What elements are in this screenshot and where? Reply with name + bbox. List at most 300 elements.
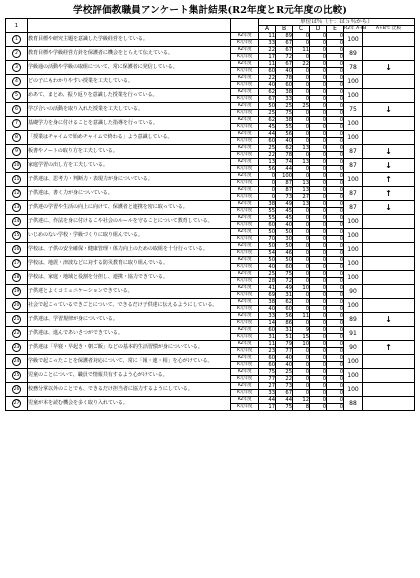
value-r2-a: 22 — [259, 75, 276, 82]
value-r1-b: 40 — [276, 362, 293, 369]
value-r1-d: 0 — [310, 250, 327, 257]
question-text: 子供達に、作法を身に付けるこや社会のルールを守ることについて教育している。 — [28, 215, 231, 229]
value-r1-e: 0 — [327, 236, 344, 243]
value-r2-a: 75 — [259, 369, 276, 376]
value-r1-a: 54 — [259, 250, 276, 257]
value-r1-e: 0 — [327, 166, 344, 173]
table-row — [6, 131, 415, 138]
value-r2-d: 0 — [310, 271, 327, 278]
value-r2-c: 13 — [293, 187, 310, 194]
header-question-blank — [28, 19, 231, 33]
value-r2-c: 0 — [293, 369, 310, 376]
value-r1-b: 44 — [276, 166, 293, 173]
question-number — [6, 383, 28, 397]
value-r2-b: 25 — [276, 369, 293, 376]
question-number-badge: 5 — [12, 91, 21, 100]
value-r2-b: 40 — [276, 355, 293, 362]
value-r2-a: 62 — [259, 117, 276, 124]
value-r1-d: 0 — [310, 194, 327, 201]
year-label-r2: R2年度 — [231, 327, 259, 334]
question-number-badge: 27 — [13, 401, 20, 406]
year-label-r1: R元年度 — [231, 292, 259, 299]
year-label-r1: R元年度 — [231, 110, 259, 117]
value-r2-d: 0 — [310, 47, 327, 54]
value-r1-a: 40 — [259, 82, 276, 89]
value-r1-c: 0 — [293, 68, 310, 75]
question-number — [6, 369, 28, 383]
table-row — [6, 61, 415, 68]
question-number-badge: 2 — [12, 49, 21, 58]
value-r1-c: 0 — [293, 264, 310, 271]
question-number — [6, 61, 28, 75]
r2-sum-value: 89 — [344, 313, 363, 327]
value-r1-a: 31 — [259, 334, 276, 341]
question-text: めあて、まとめ、振り返りを意識した授業を行っている。 — [28, 89, 231, 103]
value-r1-e: 0 — [327, 194, 344, 201]
value-r2-e: 0 — [327, 33, 344, 40]
value-r2-e: 0 — [327, 299, 344, 306]
value-r2-d: 0 — [310, 243, 327, 250]
year-label-r1: R元年度 — [231, 68, 259, 75]
r2-sum-value: 75 — [344, 103, 363, 117]
value-r2-b: 73 — [276, 383, 293, 390]
value-r2-d: 0 — [310, 215, 327, 222]
year-label-r1: R元年度 — [231, 348, 259, 355]
r2-sum-value: 90 — [344, 341, 363, 355]
value-r2-d: 0 — [310, 397, 327, 404]
value-r1-b: 86 — [276, 320, 293, 327]
compare-arrow — [363, 271, 415, 285]
value-r2-a: 44 — [259, 397, 276, 404]
value-r2-c: 9 — [293, 327, 310, 334]
question-number-badge: 9 — [12, 147, 21, 156]
value-r1-e: 0 — [327, 54, 344, 61]
compare-arrow — [363, 117, 415, 131]
value-r1-b: 72 — [276, 278, 293, 285]
value-r1-b: 60 — [276, 82, 293, 89]
year-label-r2: R2年度 — [231, 243, 259, 250]
value-r1-b: 60 — [276, 264, 293, 271]
value-r1-e: 0 — [327, 222, 344, 229]
question-number-badge: 6 — [12, 105, 21, 114]
value-r2-b: 79 — [276, 341, 293, 348]
value-r2-b: 67 — [276, 61, 293, 68]
value-r2-b: 50 — [276, 257, 293, 264]
value-r1-b: 55 — [276, 124, 293, 131]
value-r2-c: 0 — [293, 383, 310, 390]
value-r1-b: 46 — [276, 250, 293, 257]
value-r2-d: 0 — [310, 61, 327, 68]
r2-sum-value: 100 — [344, 355, 363, 369]
r2-sum-value: 100 — [344, 131, 363, 145]
results-table — [5, 18, 415, 411]
value-r2-e: 0 — [327, 355, 344, 362]
value-r2-e: 0 — [327, 89, 344, 96]
year-label-r2: R2年度 — [231, 397, 259, 404]
question-number-badge: 4 — [12, 77, 21, 86]
value-r1-c: 0 — [293, 124, 310, 131]
value-r2-e: 0 — [327, 257, 344, 264]
value-r1-a: 33 — [259, 40, 276, 47]
value-r1-e: 0 — [327, 82, 344, 89]
value-r1-e: 0 — [327, 292, 344, 299]
value-r1-b: 22 — [276, 376, 293, 383]
value-r2-d: 0 — [310, 103, 327, 110]
value-r1-e: 0 — [327, 250, 344, 257]
header-col-compare: A+Bで 比較 — [363, 26, 415, 33]
year-label-r2: R2年度 — [231, 341, 259, 348]
question-text: 学級通の活動や学級の取組について、常に保護者に発信している。 — [28, 61, 231, 75]
table-row — [6, 341, 415, 348]
question-number — [6, 285, 28, 299]
value-r1-c: 15 — [293, 334, 310, 341]
value-r1-d: 0 — [310, 82, 327, 89]
question-number — [6, 103, 28, 117]
value-r2-a: 50 — [259, 103, 276, 110]
value-r1-d: 0 — [310, 152, 327, 159]
value-r1-c: 0 — [293, 390, 310, 397]
question-text: 校務分掌以外のことでも、できるだけ担当者に協力するようにしている。 — [28, 383, 231, 397]
value-r1-e: 0 — [327, 124, 344, 131]
value-r2-b: 49 — [276, 285, 293, 292]
question-text: 学校は、地震・津波などに対する防災教育に取り組んでいる。 — [28, 257, 231, 271]
value-r2-b: 74 — [276, 159, 293, 166]
value-r1-d: 0 — [310, 236, 327, 243]
year-label-r1: R元年度 — [231, 138, 259, 145]
value-r1-e: 0 — [327, 110, 344, 117]
value-r1-c: 0 — [293, 54, 310, 61]
value-r1-b: 45 — [276, 208, 293, 215]
question-number-badge: 21 — [13, 317, 20, 322]
value-r2-d: 0 — [310, 355, 327, 362]
value-r2-e: 0 — [327, 61, 344, 68]
value-r2-b: 89 — [276, 33, 293, 40]
question-text: 子供達は、進んであいさつができている。 — [28, 327, 231, 341]
value-r1-a: 33 — [259, 390, 276, 397]
compare-arrow — [363, 257, 415, 271]
table-row — [6, 47, 415, 54]
table-row — [6, 243, 415, 250]
year-label-r2: R2年度 — [231, 61, 259, 68]
year-label-r1: R元年度 — [231, 82, 259, 89]
value-r1-c: 0 — [293, 278, 310, 285]
r2-sum-value: 87 — [344, 187, 363, 201]
value-r1-d: 0 — [310, 124, 327, 131]
value-r1-b: 77 — [276, 348, 293, 355]
year-label-r2: R2年度 — [231, 313, 259, 320]
compare-arrow — [363, 369, 415, 383]
value-r2-c: 0 — [293, 131, 310, 138]
r2-sum-value: 78 — [344, 61, 363, 75]
compare-arrow: ↓ — [363, 61, 415, 75]
compare-arrow: ↓ — [363, 103, 415, 117]
value-r1-a: 25 — [259, 110, 276, 117]
value-r1-b: 75 — [276, 404, 293, 411]
value-r2-c: 0 — [293, 89, 310, 96]
value-r1-b: 40 — [276, 138, 293, 145]
year-label-r1: R元年度 — [231, 320, 259, 327]
value-r1-e: 0 — [327, 96, 344, 103]
value-r1-a: 17 — [259, 404, 276, 411]
value-r2-c: 0 — [293, 229, 310, 236]
value-r2-e: 0 — [327, 327, 344, 334]
value-r1-a: 67 — [259, 96, 276, 103]
year-label-r1: R元年度 — [231, 306, 259, 313]
value-r1-e: 0 — [327, 306, 344, 313]
year-label-r2: R2年度 — [231, 187, 259, 194]
table-row — [6, 271, 415, 278]
value-r2-d: 0 — [310, 33, 327, 40]
r2-sum-value: 100 — [344, 229, 363, 243]
value-r2-c: 13 — [293, 159, 310, 166]
value-r2-a: 11 — [259, 341, 276, 348]
value-r1-a: 0 — [259, 194, 276, 201]
compare-arrow: ↑ — [363, 173, 415, 187]
table-row — [6, 103, 415, 110]
value-r2-e: 0 — [327, 75, 344, 82]
value-r1-e: 0 — [327, 208, 344, 215]
value-r2-a: 0 — [259, 187, 276, 194]
r2-sum-value: 100 — [344, 271, 363, 285]
value-r1-e: 0 — [327, 40, 344, 47]
value-r1-d: 0 — [310, 138, 327, 145]
value-r2-e: 0 — [327, 117, 344, 124]
r2-sum-value: 100 — [344, 299, 363, 313]
question-number — [6, 355, 28, 369]
value-r2-a: 60 — [259, 327, 276, 334]
value-r1-c: 0 — [293, 250, 310, 257]
year-label-r1: R元年度 — [231, 362, 259, 369]
table-row — [6, 215, 415, 222]
year-label-r1: R元年度 — [231, 264, 259, 271]
value-r2-b: 50 — [276, 229, 293, 236]
question-text: 子供達は、思考力・判断力・表現力が身についている。 — [28, 173, 231, 187]
value-r2-a: 13 — [259, 159, 276, 166]
value-r2-d: 0 — [310, 257, 327, 264]
value-r2-e: 0 — [327, 131, 344, 138]
year-label-r1: R元年度 — [231, 250, 259, 257]
header-col-c: C — [293, 26, 310, 33]
compare-arrow: ↑ — [363, 341, 415, 355]
value-r1-a: 22 — [259, 152, 276, 159]
value-r1-a: 60 — [259, 362, 276, 369]
header-year-blank — [231, 19, 259, 33]
value-r1-b: 51 — [276, 334, 293, 341]
value-r2-d: 0 — [310, 201, 327, 208]
question-text: どの子にもわかりやすい授業を工夫している。 — [28, 75, 231, 89]
question-number-badge: 22 — [13, 331, 20, 336]
value-r1-d: 0 — [310, 166, 327, 173]
value-r2-b: 75 — [276, 271, 293, 278]
value-r2-b: 45 — [276, 215, 293, 222]
value-r1-b: 72 — [276, 54, 293, 61]
year-label-r1: R元年度 — [231, 166, 259, 173]
r2-sum-value: 88 — [344, 397, 363, 411]
value-r1-e: 0 — [327, 334, 344, 341]
value-r1-b: 40 — [276, 68, 293, 75]
question-number — [6, 327, 28, 341]
value-r2-c: 12 — [293, 397, 310, 404]
r2-sum-value: 91 — [344, 327, 363, 341]
year-label-r1: R元年度 — [231, 124, 259, 131]
year-label-r2: R2年度 — [231, 131, 259, 138]
value-r2-a: 50 — [259, 257, 276, 264]
question-number — [6, 117, 28, 131]
value-r2-c: 0 — [293, 215, 310, 222]
value-r1-d: 0 — [310, 376, 327, 383]
value-r2-a: 27 — [259, 383, 276, 390]
value-r1-e: 0 — [327, 278, 344, 285]
compare-arrow — [363, 383, 415, 397]
table-row — [6, 313, 415, 320]
value-r1-a: 40 — [259, 306, 276, 313]
value-r2-c: 22 — [293, 61, 310, 68]
value-r2-e: 0 — [327, 159, 344, 166]
value-r2-d: 0 — [310, 173, 327, 180]
value-r2-d: 0 — [310, 327, 327, 334]
year-label-r1: R元年度 — [231, 96, 259, 103]
question-number-badge: 16 — [13, 247, 20, 252]
question-text: 子供達とよくコミュニケーションできている。 — [28, 285, 231, 299]
r2-sum-value: 87 — [344, 159, 363, 173]
value-r1-d: 0 — [310, 306, 327, 313]
value-r2-a: 62 — [259, 89, 276, 96]
value-r1-d: 0 — [310, 54, 327, 61]
value-r2-c: 25 — [293, 103, 310, 110]
value-r2-c: 0 — [293, 355, 310, 362]
value-r1-e: 0 — [327, 390, 344, 397]
value-r1-c: 0 — [293, 320, 310, 327]
year-label-r1: R元年度 — [231, 390, 259, 397]
question-number — [6, 201, 28, 215]
value-r2-e: 0 — [327, 215, 344, 222]
question-text: 教育目標や研究主題を意識した学級経営をしている。 — [28, 33, 231, 47]
table-row — [6, 75, 415, 82]
r2-sum-value: 100 — [344, 89, 363, 103]
r2-sum-value: 100 — [344, 173, 363, 187]
value-r1-e: 0 — [327, 404, 344, 411]
value-r1-a: 17 — [259, 54, 276, 61]
compare-arrow: ↓ — [363, 159, 415, 173]
table-row — [6, 33, 415, 40]
table-row — [6, 397, 415, 404]
value-r1-d: 0 — [310, 404, 327, 411]
value-r2-a: 38 — [259, 201, 276, 208]
question-text: 教育目標や学級経営方針を保護者に機会をとらえて伝えている。 — [28, 47, 231, 61]
year-label-r1: R元年度 — [231, 208, 259, 215]
value-r2-a: 50 — [259, 229, 276, 236]
value-r2-b: 25 — [276, 103, 293, 110]
question-number-badge: 3 — [12, 63, 21, 72]
year-label-r2: R2年度 — [231, 215, 259, 222]
year-label-r2: R2年度 — [231, 103, 259, 110]
value-r2-a: 60 — [259, 355, 276, 362]
value-r2-b: 62 — [276, 145, 293, 152]
value-r1-c: 0 — [293, 166, 310, 173]
value-r2-e: 0 — [327, 383, 344, 390]
question-number — [6, 89, 28, 103]
value-r1-d: 0 — [310, 222, 327, 229]
value-r1-a: 14 — [259, 320, 276, 327]
question-number — [6, 47, 28, 61]
header-col-e: E — [327, 26, 344, 33]
value-r1-c: 0 — [293, 110, 310, 117]
value-r1-c: 0 — [293, 40, 310, 47]
question-number-badge: 14 — [13, 219, 20, 224]
value-r2-a: 50 — [259, 243, 276, 250]
compare-arrow — [363, 285, 415, 299]
value-r1-c: 0 — [293, 152, 310, 159]
value-r1-d: 0 — [310, 96, 327, 103]
value-r2-d: 0 — [310, 187, 327, 194]
year-label-r2: R2年度 — [231, 173, 259, 180]
value-r1-e: 0 — [327, 348, 344, 355]
value-r1-e: 0 — [327, 68, 344, 75]
value-r1-b: 40 — [276, 222, 293, 229]
value-r1-b: 67 — [276, 390, 293, 397]
compare-arrow — [363, 33, 415, 47]
r2-sum-value: 100 — [344, 257, 363, 271]
year-label-r2: R2年度 — [231, 33, 259, 40]
value-r1-e: 0 — [327, 362, 344, 369]
value-r2-d: 0 — [310, 117, 327, 124]
value-r2-c: 0 — [293, 173, 310, 180]
question-number-badge: 1 — [12, 35, 21, 44]
question-number-badge: 13 — [13, 205, 20, 210]
value-r2-d: 0 — [310, 145, 327, 152]
value-r1-a: 60 — [259, 222, 276, 229]
question-number-badge: 10 — [13, 163, 20, 168]
value-r2-b: 49 — [276, 201, 293, 208]
value-r2-e: 0 — [327, 397, 344, 404]
value-r1-e: 0 — [327, 138, 344, 145]
value-r2-a: 0 — [259, 173, 276, 180]
value-r1-a: 40 — [259, 264, 276, 271]
table-row — [6, 187, 415, 194]
question-text: 児童が本を読む機会を多く取り入れている。 — [28, 397, 231, 411]
question-text: 子供達は、書く力が身についている。 — [28, 187, 231, 201]
question-number-badge: 7 — [12, 119, 21, 128]
question-number-badge: 26 — [13, 387, 20, 392]
value-r2-c: 10 — [293, 341, 310, 348]
question-text: 社会で起こっているできごとについて、できるだけ子供達に伝えるようにしている。 — [28, 299, 231, 313]
table-row — [6, 145, 415, 152]
value-r2-c: 11 — [293, 313, 310, 320]
question-number-badge: 18 — [13, 275, 20, 280]
r2-sum-value: 100 — [344, 383, 363, 397]
question-number — [6, 131, 28, 145]
value-r1-d: 0 — [310, 180, 327, 187]
year-label-r1: R元年度 — [231, 194, 259, 201]
value-r2-c: 0 — [293, 117, 310, 124]
value-r1-a: 23 — [259, 348, 276, 355]
year-label-r2: R2年度 — [231, 229, 259, 236]
value-r1-d: 0 — [310, 334, 327, 341]
value-r1-b: 87 — [276, 180, 293, 187]
value-r1-e: 0 — [327, 180, 344, 187]
value-r2-d: 0 — [310, 229, 327, 236]
value-r2-b: 56 — [276, 313, 293, 320]
question-number-badge: 8 — [12, 133, 21, 142]
value-r1-e: 0 — [327, 264, 344, 271]
value-r2-e: 0 — [327, 201, 344, 208]
value-r2-c: 0 — [293, 299, 310, 306]
question-text: 子供達は、学習規律が身についている。 — [28, 313, 231, 327]
year-label-r2: R2年度 — [231, 89, 259, 96]
question-number-badge: 17 — [13, 261, 20, 266]
year-label-r1: R元年度 — [231, 40, 259, 47]
value-r1-d: 0 — [310, 320, 327, 327]
